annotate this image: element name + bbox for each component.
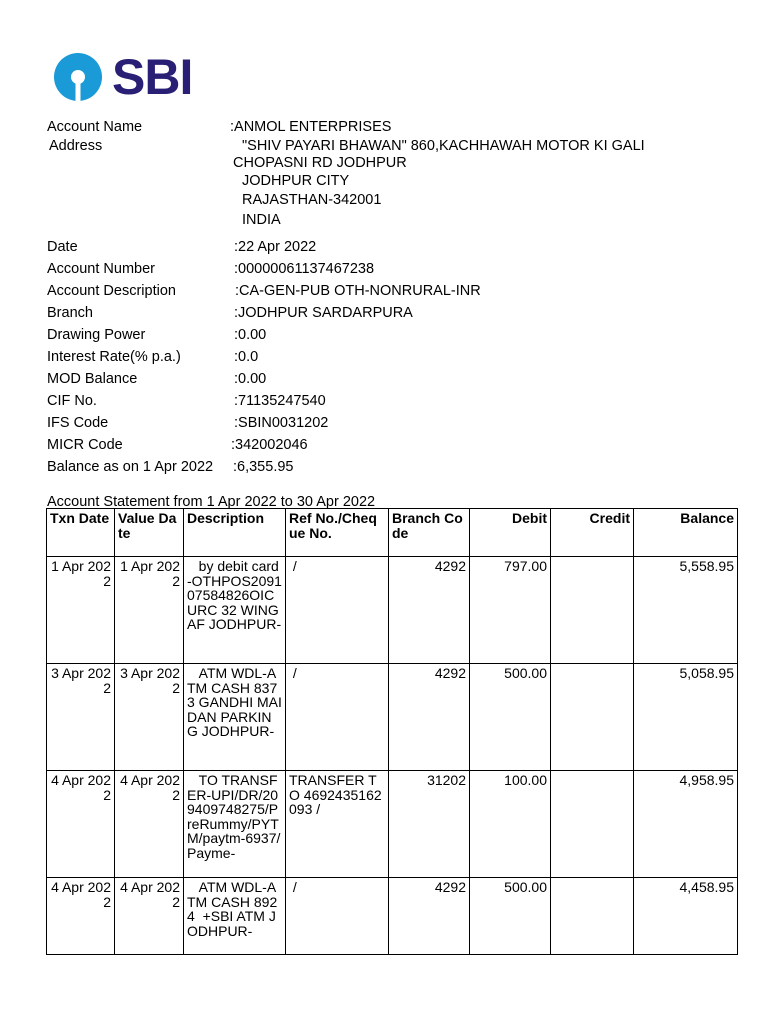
field-row-ifs-code xyxy=(47,412,747,434)
field-label: Date xyxy=(47,239,78,255)
txn-date-cell: 1 Apr 2022 xyxy=(47,557,115,664)
table-row xyxy=(47,664,738,771)
col-header-txn-date: Txn Date xyxy=(47,509,115,557)
field-value: :6,355.95 xyxy=(233,459,294,475)
table-header-row xyxy=(47,509,738,557)
description-cell xyxy=(184,771,286,878)
table-row xyxy=(47,878,738,955)
balance-cell: 5,558.95 xyxy=(634,557,738,664)
field-value: :0.00 xyxy=(234,327,267,343)
description-cell xyxy=(184,878,286,955)
field-row-micr-code xyxy=(47,434,747,456)
credit-cell xyxy=(551,664,634,771)
account-name-value: :ANMOL ENTERPRISES xyxy=(230,119,392,135)
table-row xyxy=(47,771,738,878)
address-line: RAJASTHAN-342001 xyxy=(242,192,382,208)
ref-cell: / xyxy=(286,878,389,955)
value-date-cell: 4 Apr 2022 xyxy=(115,878,184,955)
description-cell xyxy=(184,557,286,664)
field-label: IFS Code xyxy=(47,415,109,431)
balance-cell: 4,458.95 xyxy=(634,878,738,955)
address-row xyxy=(47,191,747,211)
brand-name: SBI xyxy=(112,49,193,105)
branch-code-cell: 4292 xyxy=(389,878,470,955)
field-row-cif-no xyxy=(47,390,747,412)
account-name-row xyxy=(47,118,747,138)
credit-cell xyxy=(551,557,634,664)
address-line: JODHPUR CITY xyxy=(242,172,350,189)
col-header-value-date: Value Date xyxy=(115,509,184,557)
field-row-branch xyxy=(47,302,747,324)
field-label: CIF No. xyxy=(47,393,97,409)
debit-cell: 500.00 xyxy=(470,878,551,955)
description-text: by debit card-OTHPOS209107584826OIC URC 32 WING AF JODHPUR- xyxy=(187,559,282,632)
credit-cell xyxy=(551,878,634,955)
branch-code-cell: 31202 xyxy=(389,771,470,878)
field-row-mod-balance xyxy=(47,368,747,390)
address-row xyxy=(47,211,747,231)
field-row-opening-balance xyxy=(47,456,747,478)
sbi-logo xyxy=(54,49,193,105)
field-value: :71135247540 xyxy=(234,393,326,409)
sbi-keyhole-icon xyxy=(54,52,106,102)
value-date-cell: 1 Apr 2022 xyxy=(115,557,184,664)
address-row xyxy=(47,172,747,192)
debit-cell: 797.00 xyxy=(470,557,551,664)
balance-cell: 4,958.95 xyxy=(634,771,738,878)
col-header-credit: Credit xyxy=(551,509,634,557)
field-value: :342002046 xyxy=(231,437,308,453)
txn-date-cell: 4 Apr 2022 xyxy=(47,771,115,878)
field-value: :JODHPUR SARDARPURA xyxy=(234,305,413,321)
field-label: Account Description xyxy=(47,283,176,299)
field-row-interest-rate xyxy=(47,346,747,368)
address-row xyxy=(47,155,747,172)
debit-cell: 100.00 xyxy=(470,771,551,878)
address-line: INDIA xyxy=(242,211,281,228)
col-header-description: Description xyxy=(184,509,286,557)
col-header-branch-code: Branch Code xyxy=(389,509,470,557)
debit-cell: 500.00 xyxy=(470,664,551,771)
field-value: :CA-GEN-PUB OTH-NONRURAL-INR xyxy=(235,283,481,299)
field-value: :0.00 xyxy=(234,371,267,387)
ref-cell: TRANSFER TO 4692435162093 / xyxy=(286,771,389,878)
address-row xyxy=(47,138,747,155)
field-label: Account Number xyxy=(47,261,155,277)
description-cell xyxy=(184,664,286,771)
field-label: Drawing Power xyxy=(47,327,146,343)
field-label: Branch xyxy=(47,305,93,321)
address-line: CHOPASNI RD JODHPUR xyxy=(233,154,407,171)
account-name-label: Account Name xyxy=(47,119,143,135)
account-info xyxy=(47,118,747,478)
col-header-debit: Debit xyxy=(470,509,551,557)
table-row xyxy=(47,557,738,664)
field-row-account-description xyxy=(47,280,747,302)
col-header-ref: Ref No./Cheque No. xyxy=(286,509,389,557)
value-date-cell: 4 Apr 2022 xyxy=(115,771,184,878)
ref-cell: / xyxy=(286,664,389,771)
field-label: MICR Code xyxy=(47,437,123,453)
description-text: TO TRANSFER-UPI/DR/209409748275/PreRummy/PYTM/paytm-6937/Payme- xyxy=(187,773,281,861)
field-value: :00000061137467238 xyxy=(234,261,375,277)
address-label: Address xyxy=(49,137,103,154)
field-row-drawing-power xyxy=(47,324,747,346)
field-value: :SBIN0031202 xyxy=(234,415,329,431)
branch-code-cell: 4292 xyxy=(389,557,470,664)
field-label: Interest Rate(% p.a.) xyxy=(47,349,181,365)
statement-title: Account Statement from 1 Apr 2022 to 30 Apr 2022 xyxy=(47,494,376,510)
branch-code-cell: 4292 xyxy=(389,664,470,771)
field-label: Balance as on 1 Apr 2022 xyxy=(47,459,214,475)
field-row-account-number xyxy=(47,258,747,280)
txn-date-cell: 3 Apr 2022 xyxy=(47,664,115,771)
address-line: "SHIV PAYARI BHAWAN" 860,KACHHAWAH MOTOR KI GALI xyxy=(242,137,645,154)
value-date-cell: 3 Apr 2022 xyxy=(115,664,184,771)
field-label: MOD Balance xyxy=(47,371,138,387)
balance-cell: 5,058.95 xyxy=(634,664,738,771)
field-row-date xyxy=(47,236,747,258)
field-value: :22 Apr 2022 xyxy=(234,239,317,255)
description-text: ATM WDL-ATM CASH 8924 +SBI ATM JODHPUR- xyxy=(187,880,278,939)
transactions-table xyxy=(46,508,738,955)
ref-cell: / xyxy=(286,557,389,664)
credit-cell xyxy=(551,771,634,878)
field-value: :0.0 xyxy=(234,349,259,365)
col-header-balance: Balance xyxy=(634,509,738,557)
description-text: ATM WDL-ATM CASH 8373 GANDHI MAIDAN PARKING JODHPUR- xyxy=(187,666,282,739)
txn-date-cell: 4 Apr 2022 xyxy=(47,878,115,955)
